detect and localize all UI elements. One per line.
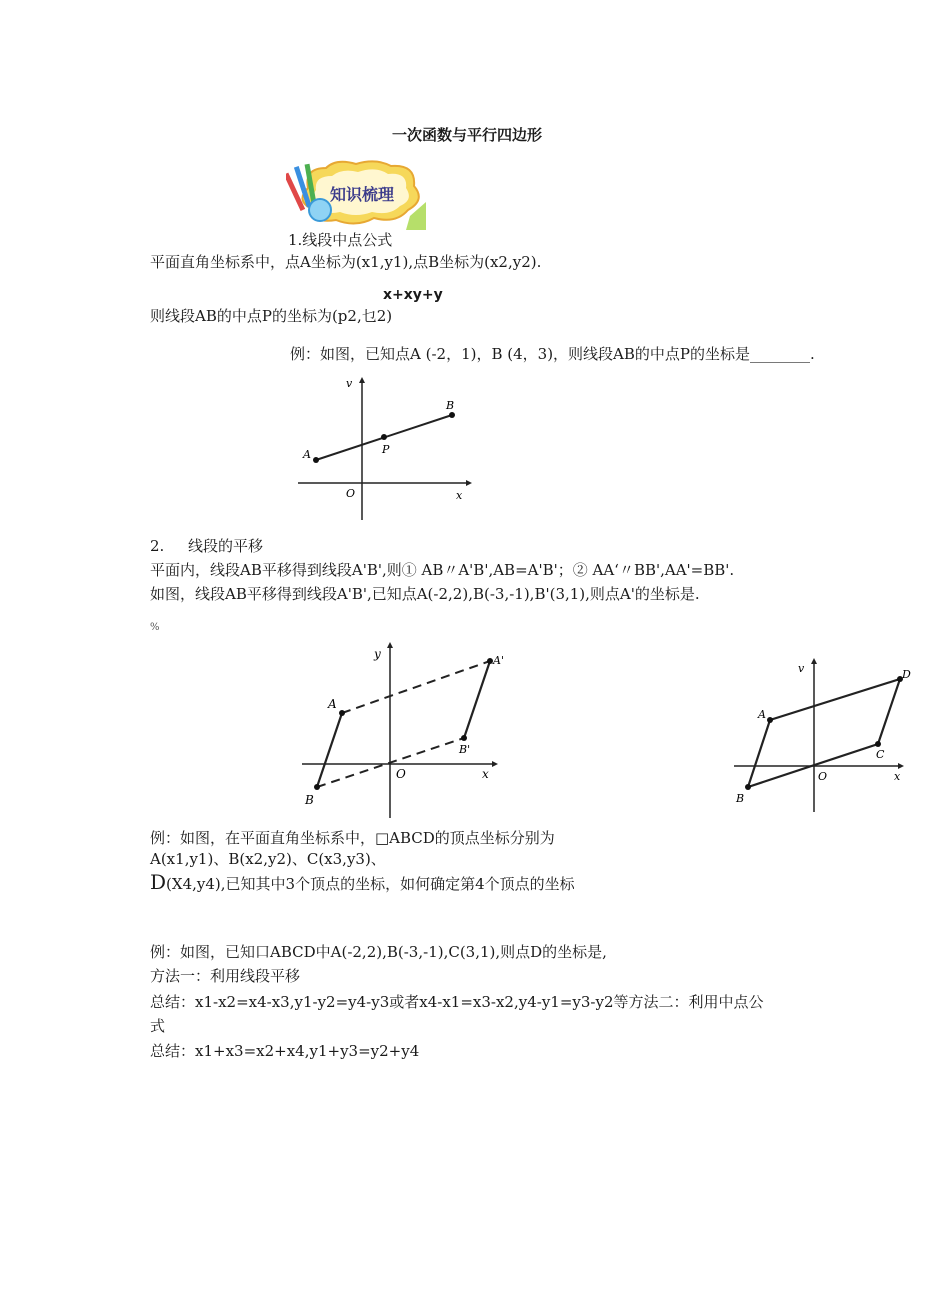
x-axis-arrow-icon [492,761,498,767]
section1-line2: 则线段AB的中点P的坐标为(p2,乜2) [150,307,393,325]
label-b: B [736,792,745,805]
badge-label: 知识梳理 [330,185,395,204]
label-b: B [305,793,314,807]
point-a [767,717,773,723]
section2-line2: 如图，线段AB平移得到线段A'B',已知点A(-2,2),B(-3,-1),B'(3,1),则点A'的坐标是. [150,585,700,603]
section3-summary1-cont: 式 [150,1017,166,1035]
badge-graphic [286,158,426,230]
section1-example: 例：如图，已知点A (-2，1)，B (4，3)，则线段AB的中点P的坐标是________. [290,345,815,363]
section2-line1: 平面内，线段AB平移得到线段A'B',则① AB〃A'B',AB=A'B'；② AA‘〃BB',AA'=BB'. [150,561,735,579]
section3-example2: 例：如图，已知口ABCD中A(-2,2),B(-3,-1),C(3,1),则点D的坐标是, [150,943,607,961]
label-a: A [328,697,337,711]
section3-summary1: 总结：x1-x2=x4-x3,y1-y2=y4-y3或者x4-x1=x3-x2,y4-y1=y3-y2等方法二：利用中点公 [150,993,764,1011]
point-b [745,784,751,790]
stray-mark: % [150,622,160,633]
x-axis-arrow-icon [898,763,904,769]
label-a: A [758,708,766,721]
point-a [313,457,319,463]
label-b: B [446,399,455,412]
point-b [314,784,320,790]
page-title: 一次函数与平行四边形 [392,126,543,144]
label-a: A [303,448,311,461]
section3-d-line [150,870,575,896]
label-d: D [902,668,911,681]
label-b2: B' [459,743,471,756]
point-c [875,741,881,747]
section3-summary2: 总结：x1+x3=x2+x4,y1+y3=y2+y4 [150,1042,420,1060]
segment-ab [317,713,342,787]
label-x: x [456,489,463,502]
label-y: y [374,647,381,661]
figure-translation [296,640,506,820]
label-a2: A' [493,654,504,667]
d-prefix: D [150,870,167,894]
y-axis-arrow-icon [359,377,365,383]
label-o: O [818,770,828,783]
section3-method1: 方法一：利用线段平移 [150,967,301,985]
dashed-aa2 [342,661,490,713]
label-p: P [382,443,390,456]
section1-heading: 1.线段中点公式 [288,231,393,249]
label-c: C [876,748,885,761]
figure-parallelogram [730,656,920,816]
label-o: O [396,767,406,781]
point-b2 [461,735,467,741]
point-b [449,412,455,418]
label-x: x [894,770,901,783]
point-a [339,710,345,716]
knowledge-badge [286,158,426,230]
point-p [381,434,387,440]
segment-a2b2 [464,661,490,738]
section3-coords: A(x1,y1)、B(x2,y2)、C(x3,y3)、 [150,850,386,868]
d-rest: (X4,y4),已知其中3个顶点的坐标，如何确定第4个顶点的坐标 [166,875,575,893]
label-x: x [482,767,489,781]
label-o: O [346,487,356,500]
midpoint-formula-numerators: x+xy+y [383,287,443,303]
label-y: v [798,662,805,675]
section1-line1: 平面直角坐标系中，点A坐标为(x1,y1),点B坐标为(x2,y2). [150,253,542,271]
figure-midpoint [290,375,480,525]
y-axis-arrow-icon [811,658,817,664]
y-axis-arrow-icon [387,642,393,648]
section3-example1: 例：如图，在平面直角坐标系中，□ABCD的顶点坐标分别为 [150,829,555,847]
section2-number: 2. [150,537,165,555]
label-y: v [346,377,353,390]
section2-heading: 线段的平移 [188,537,264,555]
x-axis-arrow-icon [466,480,472,486]
